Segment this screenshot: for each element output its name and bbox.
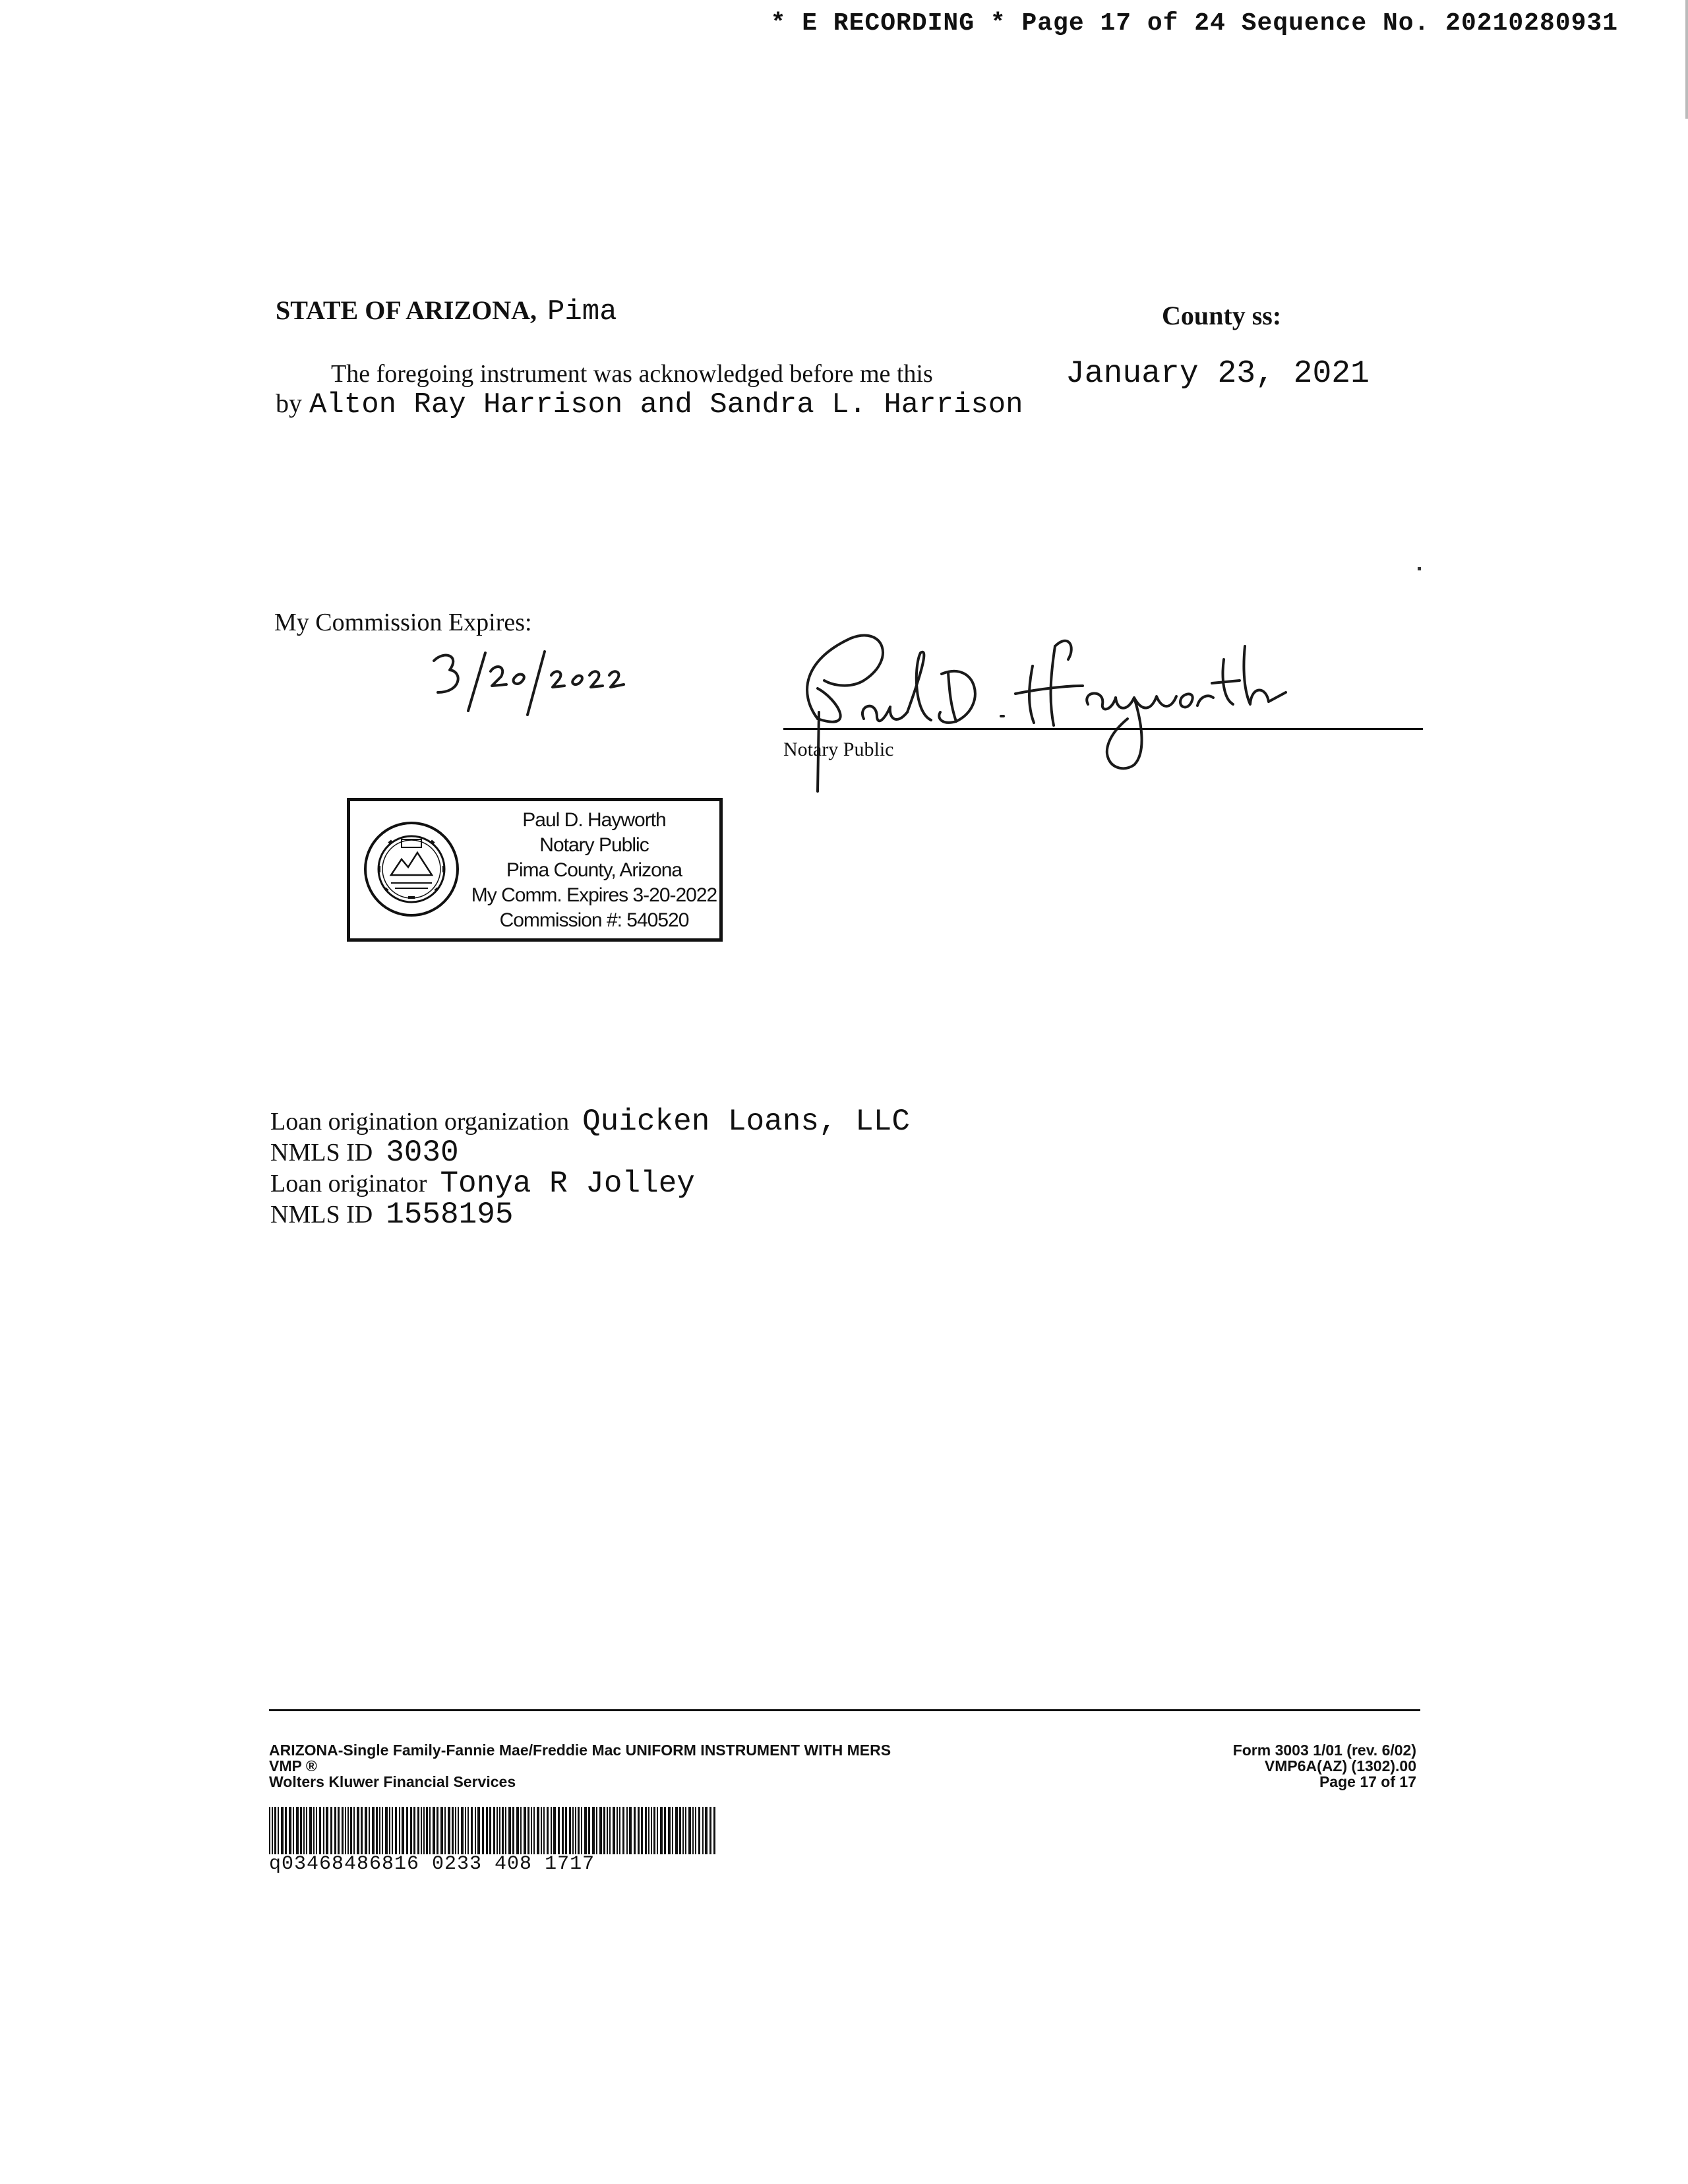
barcode-bar bbox=[300, 1807, 302, 1854]
barcode-bar bbox=[512, 1807, 514, 1854]
loan-originator-value: Tonya R Jolley bbox=[440, 1167, 695, 1201]
barcode-bar bbox=[379, 1807, 380, 1854]
barcode-bar bbox=[634, 1807, 636, 1854]
barcode-bar bbox=[475, 1807, 476, 1854]
barcode-bar bbox=[313, 1807, 315, 1854]
barcode-bar bbox=[562, 1807, 564, 1854]
barcode-bar bbox=[524, 1807, 526, 1854]
barcode-bar bbox=[350, 1807, 352, 1854]
barcode-bar bbox=[461, 1807, 464, 1854]
barcode-bar bbox=[638, 1807, 640, 1854]
barcode-bar bbox=[537, 1807, 539, 1854]
barcode-bar bbox=[528, 1807, 529, 1854]
barcode-bar bbox=[531, 1807, 532, 1854]
barcode-bar bbox=[334, 1807, 336, 1854]
barcode-bar bbox=[660, 1807, 663, 1854]
barcode-bar bbox=[499, 1807, 500, 1854]
barcode-bar bbox=[389, 1807, 390, 1854]
barcode-bar bbox=[575, 1807, 576, 1854]
acknowledged-by-line bbox=[276, 386, 1023, 421]
loan-originator-nmls-value: 1558195 bbox=[386, 1198, 514, 1232]
scan-edge-mark bbox=[1685, 0, 1688, 119]
footer-vmp-mark: VMP ® bbox=[269, 1757, 317, 1774]
barcode-bar bbox=[274, 1807, 276, 1854]
barcode-bar bbox=[679, 1807, 681, 1854]
barcode-bar bbox=[653, 1807, 655, 1854]
acknowledgment-statement: The foregoing instrument was acknowledged before me this bbox=[331, 360, 933, 388]
barcode-bar bbox=[319, 1807, 321, 1854]
county-ss-label: County ss: bbox=[1162, 301, 1282, 330]
barcode-bar bbox=[365, 1807, 367, 1854]
stamp-notary-name: Paul D. Hayworth bbox=[522, 809, 666, 831]
barcode-bar bbox=[433, 1807, 435, 1854]
barcode-bar bbox=[581, 1807, 582, 1854]
barcode-bar bbox=[330, 1807, 332, 1854]
stamp-location: Pima County, Arizona bbox=[506, 859, 682, 881]
barcode-bar bbox=[455, 1807, 456, 1854]
barcode-bar bbox=[489, 1807, 491, 1854]
barcode-bar bbox=[309, 1807, 312, 1854]
notary-public-label: Notary Public bbox=[783, 739, 894, 760]
loan-originator-nmls-row bbox=[270, 1198, 513, 1232]
barcode-bar bbox=[421, 1807, 422, 1854]
barcode-bar bbox=[465, 1807, 466, 1854]
barcode-bar bbox=[613, 1807, 615, 1854]
barcode-bar bbox=[289, 1807, 291, 1854]
barcode-bar bbox=[626, 1807, 628, 1854]
barcode-bar bbox=[603, 1807, 605, 1854]
barcode-bar bbox=[551, 1807, 552, 1854]
loan-originator-label: Loan originator bbox=[270, 1170, 427, 1198]
loan-org-row bbox=[270, 1105, 910, 1139]
barcode-icon bbox=[269, 1807, 717, 1854]
barcode-bar bbox=[347, 1807, 349, 1854]
barcode-bar bbox=[502, 1807, 504, 1854]
state-label: STATE OF ARIZONA, bbox=[276, 295, 537, 325]
barcode-bar bbox=[426, 1807, 428, 1854]
loan-originator-row bbox=[270, 1167, 695, 1201]
barcode-bar bbox=[361, 1807, 363, 1854]
barcode-bar bbox=[410, 1807, 412, 1854]
barcode-bar bbox=[323, 1807, 324, 1854]
barcode-bar bbox=[281, 1807, 284, 1854]
barcode-bar bbox=[497, 1807, 498, 1854]
notary-stamp bbox=[347, 798, 723, 942]
barcode-bar bbox=[619, 1807, 620, 1854]
barcode-bar bbox=[326, 1807, 328, 1854]
barcode-bar bbox=[547, 1807, 549, 1854]
footer-form-info bbox=[269, 1742, 891, 1790]
acknowledged-parties: Alton Ray Harrison and Sandra L. Harrison bbox=[309, 388, 1023, 421]
notary-signature-line bbox=[783, 728, 1423, 730]
barcode-bar bbox=[622, 1807, 624, 1854]
barcode-bar bbox=[437, 1807, 438, 1854]
barcode-bar bbox=[272, 1807, 273, 1854]
stamp-title: Notary Public bbox=[539, 834, 649, 856]
handwritten-expiration-date bbox=[422, 646, 659, 719]
barcode-bar bbox=[357, 1807, 359, 1854]
loan-org-label: Loan origination organization bbox=[270, 1108, 570, 1136]
barcode-number: q03468486816 0233 408 1717 bbox=[269, 1853, 595, 1875]
barcode-bar bbox=[444, 1807, 446, 1854]
loan-org-nmls-label: NMLS ID bbox=[270, 1139, 373, 1167]
barcode-bar bbox=[306, 1807, 307, 1854]
barcode-bar bbox=[269, 1807, 270, 1854]
barcode-bar bbox=[342, 1807, 344, 1854]
barcode-bar bbox=[452, 1807, 454, 1854]
barcode-bar bbox=[592, 1807, 595, 1854]
barcode-bar bbox=[685, 1807, 686, 1854]
barcode-bar bbox=[303, 1807, 305, 1854]
acknowledgment-date: January 23, 2021 bbox=[1066, 356, 1370, 392]
loan-org-value: Quicken Loans, LLC bbox=[582, 1105, 910, 1139]
barcode-bar bbox=[382, 1807, 383, 1854]
barcode-bar bbox=[533, 1807, 535, 1854]
barcode-bar bbox=[709, 1807, 711, 1854]
stamp-expiration: My Comm. Expires 3-20-2022 bbox=[471, 884, 717, 906]
barcode-bar bbox=[688, 1807, 691, 1854]
barcode-bar bbox=[505, 1807, 506, 1854]
footer-form-number bbox=[1233, 1742, 1416, 1790]
barcode-bar bbox=[385, 1807, 388, 1854]
barcode-bar bbox=[698, 1807, 700, 1854]
barcode-bar bbox=[520, 1807, 522, 1854]
barcode-bar bbox=[578, 1807, 580, 1854]
barcode-bar bbox=[482, 1807, 484, 1854]
by-label: by bbox=[276, 388, 302, 418]
barcode-bar bbox=[664, 1807, 666, 1854]
barcode-bar bbox=[584, 1807, 587, 1854]
barcode-bar bbox=[645, 1807, 647, 1854]
barcode-bar bbox=[471, 1807, 473, 1854]
footer-page-count: Page 17 of 17 bbox=[1319, 1773, 1416, 1790]
barcode-bar bbox=[569, 1807, 571, 1854]
barcode-bar bbox=[369, 1807, 370, 1854]
barcode-bar bbox=[417, 1807, 419, 1854]
barcode-bar bbox=[293, 1807, 294, 1854]
barcode-bar bbox=[392, 1807, 393, 1854]
barcode-bar bbox=[682, 1807, 684, 1854]
barcode-bar bbox=[672, 1807, 673, 1854]
barcode-bar bbox=[278, 1807, 279, 1854]
loan-originator-nmls-label: NMLS ID bbox=[270, 1201, 373, 1228]
barcode-bar bbox=[448, 1807, 450, 1854]
barcode-bar bbox=[675, 1807, 678, 1854]
barcode-bar bbox=[596, 1807, 597, 1854]
barcode-bar bbox=[565, 1807, 567, 1854]
barcode-bar bbox=[695, 1807, 696, 1854]
notary-signature bbox=[778, 620, 1332, 804]
barcode-bar bbox=[458, 1807, 459, 1854]
barcode-bar bbox=[285, 1807, 287, 1854]
barcode-bar bbox=[316, 1807, 317, 1854]
barcode-bar bbox=[345, 1807, 346, 1854]
barcode-bar bbox=[376, 1807, 378, 1854]
barcode-bar bbox=[395, 1807, 397, 1854]
footer-form-title: ARIZONA-Single Family-Fannie Mae/Freddie Mac UNIFORM INSTRUMENT WITH MERS bbox=[269, 1742, 891, 1759]
barcode-bar bbox=[372, 1807, 375, 1854]
footer-publisher: Wolters Kluwer Financial Services bbox=[269, 1773, 516, 1790]
barcode-bar bbox=[338, 1807, 340, 1854]
barcode-bar bbox=[541, 1807, 542, 1854]
barcode-bar bbox=[543, 1807, 545, 1854]
barcode-bar bbox=[399, 1807, 400, 1854]
commission-expires-label: My Commission Expires: bbox=[274, 609, 532, 636]
barcode-bar bbox=[353, 1807, 355, 1854]
barcode-bar bbox=[493, 1807, 495, 1854]
arizona-seal-icon bbox=[362, 820, 461, 919]
barcode-bar bbox=[423, 1807, 425, 1854]
loan-org-nmls-value: 3030 bbox=[386, 1136, 459, 1170]
barcode-bar bbox=[516, 1807, 519, 1854]
barcode-bar bbox=[588, 1807, 590, 1854]
barcode-bar bbox=[641, 1807, 643, 1854]
barcode-bar bbox=[553, 1807, 556, 1854]
stamp-commission-number: Commission #: 540520 bbox=[499, 909, 689, 931]
recording-header: * E RECORDING * Page 17 of 24 Sequence No. 20210280931 bbox=[770, 9, 1618, 38]
barcode-bar bbox=[486, 1807, 488, 1854]
barcode-bar bbox=[702, 1807, 704, 1854]
barcode-bar bbox=[413, 1807, 415, 1854]
loan-org-nmls-row bbox=[270, 1136, 459, 1170]
stamp-text-block bbox=[469, 808, 719, 933]
barcode-bar bbox=[406, 1807, 408, 1854]
footer-vmp-code: VMP6A(AZ) (1302).00 bbox=[1264, 1757, 1416, 1774]
barcode-bar bbox=[648, 1807, 649, 1854]
barcode-bar bbox=[558, 1807, 560, 1854]
barcode-bar bbox=[402, 1807, 404, 1854]
barcode-bar bbox=[599, 1807, 602, 1854]
footer-form-id: Form 3003 1/01 (rev. 6/02) bbox=[1232, 1742, 1416, 1759]
county-typed: Pima bbox=[547, 295, 617, 328]
barcode-bar bbox=[629, 1807, 632, 1854]
barcode-bar bbox=[477, 1807, 480, 1854]
barcode-bar bbox=[713, 1807, 715, 1854]
barcode-bar bbox=[296, 1807, 299, 1854]
stray-mark bbox=[1418, 567, 1421, 570]
barcode-bar bbox=[572, 1807, 574, 1854]
state-county-line bbox=[276, 295, 617, 328]
barcode-bar bbox=[657, 1807, 658, 1854]
barcode-bar bbox=[668, 1807, 671, 1854]
barcode-bar bbox=[440, 1807, 443, 1854]
barcode-bar bbox=[429, 1807, 431, 1854]
barcode-bar bbox=[705, 1807, 708, 1854]
barcode-bar bbox=[692, 1807, 694, 1854]
barcode-bar bbox=[607, 1807, 608, 1854]
barcode-bar bbox=[508, 1807, 511, 1854]
footer-rule bbox=[269, 1709, 1420, 1711]
barcode-bar bbox=[651, 1807, 652, 1854]
barcode-bar bbox=[609, 1807, 611, 1854]
barcode-bar bbox=[617, 1807, 618, 1854]
barcode-bar bbox=[467, 1807, 469, 1854]
